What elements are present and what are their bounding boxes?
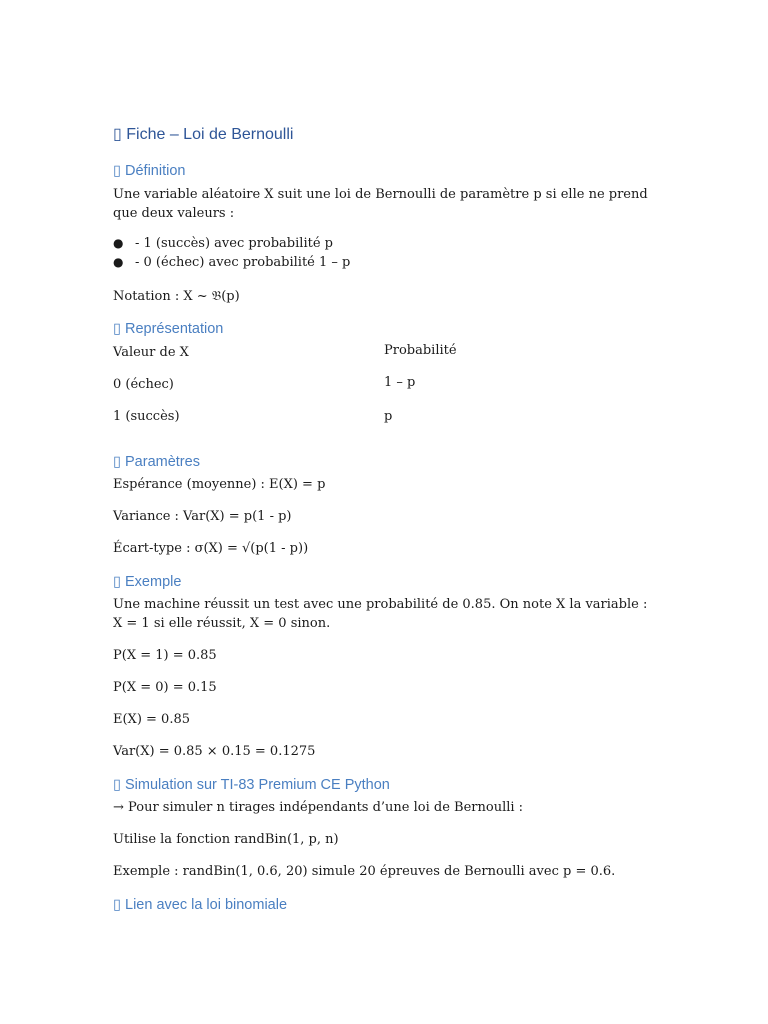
list-item — [113, 236, 333, 251]
parametres-heading: ▯ Paramètres — [113, 454, 200, 470]
exemple-line: E(X) = 0.85 — [113, 712, 190, 727]
definition-text: Une variable aléatoire X suit une loi de Bernoulli de paramètre p si elle ne prend que deux valeurs : — [113, 187, 648, 221]
simulation-line: Utilise la fonction randBin(1, p, n) — [113, 832, 339, 847]
table-header-probability: Probabilité — [384, 343, 457, 358]
representation-heading: ▯ Représentation — [113, 321, 224, 337]
variance-line: Variance : Var(X) = p(1 - p) — [113, 509, 292, 524]
table-cell: 0 (échec) — [113, 377, 174, 392]
exemple-line: P(X = 1) = 0.85 — [113, 648, 217, 663]
exemple-heading: ▯ Exemple — [113, 574, 182, 590]
table-cell: 1 – p — [384, 375, 416, 390]
lien-heading: ▯ Lien avec la loi binomiale — [113, 897, 288, 913]
exemple-text: Une machine réussit un test avec une probabilité de 0.85. On note X la variable : X = 1 si elle réussit, X = 0 sinon. — [113, 597, 648, 631]
table-cell: p — [384, 409, 393, 424]
bullet-text: - 0 (échec) avec probabilité 1 – p — [135, 255, 351, 270]
notation-text: Notation : X ~ 𝔅(p) — [113, 289, 240, 304]
page-title: ▯ Fiche – Loi de Bernoulli — [113, 126, 294, 143]
bullet-icon: ● — [113, 255, 124, 269]
table-header-value: Valeur de X — [113, 345, 189, 360]
simulation-line: Exemple : randBin(1, 0.6, 20) simule 20 épreuves de Bernoulli avec p = 0.6. — [113, 864, 616, 879]
simulation-heading: ▯ Simulation sur TI-83 Premium CE Python — [113, 777, 390, 793]
bullet-icon: ● — [113, 236, 124, 250]
simulation-line: → Pour simuler n tirages indépendants d’une loi de Bernoulli : — [113, 800, 524, 815]
esperance-line: Espérance (moyenne) : E(X) = p — [113, 477, 326, 492]
definition-heading: ▯ Définition — [113, 163, 186, 179]
list-item — [113, 255, 350, 270]
ecart-type-line: Écart-type : σ(X) = √(p(1 - p)) — [113, 541, 309, 556]
table-cell: 1 (succès) — [113, 409, 180, 424]
exemple-line: P(X = 0) = 0.15 — [113, 680, 217, 695]
exemple-line: Var(X) = 0.85 × 0.15 = 0.1275 — [113, 744, 316, 759]
bullet-text: - 1 (succès) avec probabilité p — [135, 236, 333, 251]
